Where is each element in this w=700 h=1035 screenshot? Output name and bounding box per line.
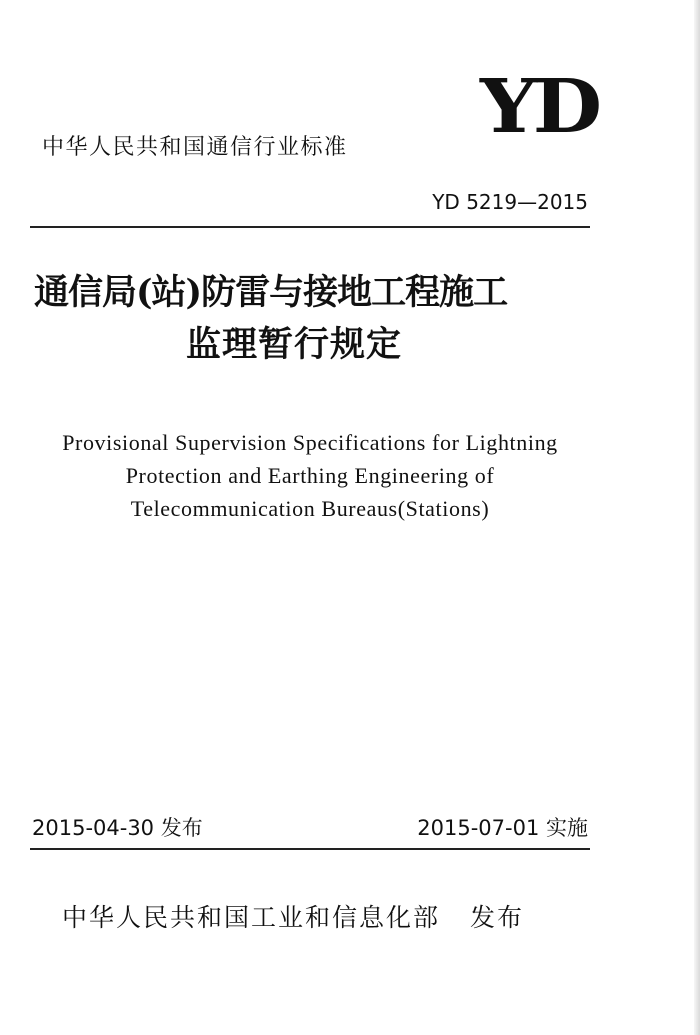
publisher-name: 中华人民共和国工业和信息化部 — [62, 903, 441, 932]
implementation-date: 2015-07-01 实施 — [417, 816, 588, 840]
issue-date: 2015-04-30 发布 — [32, 816, 203, 840]
yd-logo: YD — [480, 64, 598, 150]
chinese-title-line-2: 监理暂行规定 — [186, 324, 403, 365]
publish-label: 发布 — [470, 903, 525, 932]
page-edge-shadow — [694, 0, 700, 1035]
english-title-line-1: Provisional Supervision Specifications for Lightning — [62, 430, 558, 455]
publisher-line — [62, 898, 524, 934]
standard-number: YD 5219—2015 — [432, 190, 588, 214]
english-title-line-3: Telecommunication Bureaus(Stations) — [130, 496, 490, 521]
chinese-title-line-1: 通信局(站)防雷与接地工程施工 — [34, 272, 508, 313]
top-divider — [30, 226, 590, 228]
english-title-line-2: Protection and Earthing Engineering of — [125, 463, 495, 488]
bottom-divider — [30, 848, 590, 850]
industry-standard-label: 中华人民共和国通信行业标准 — [42, 135, 348, 160]
